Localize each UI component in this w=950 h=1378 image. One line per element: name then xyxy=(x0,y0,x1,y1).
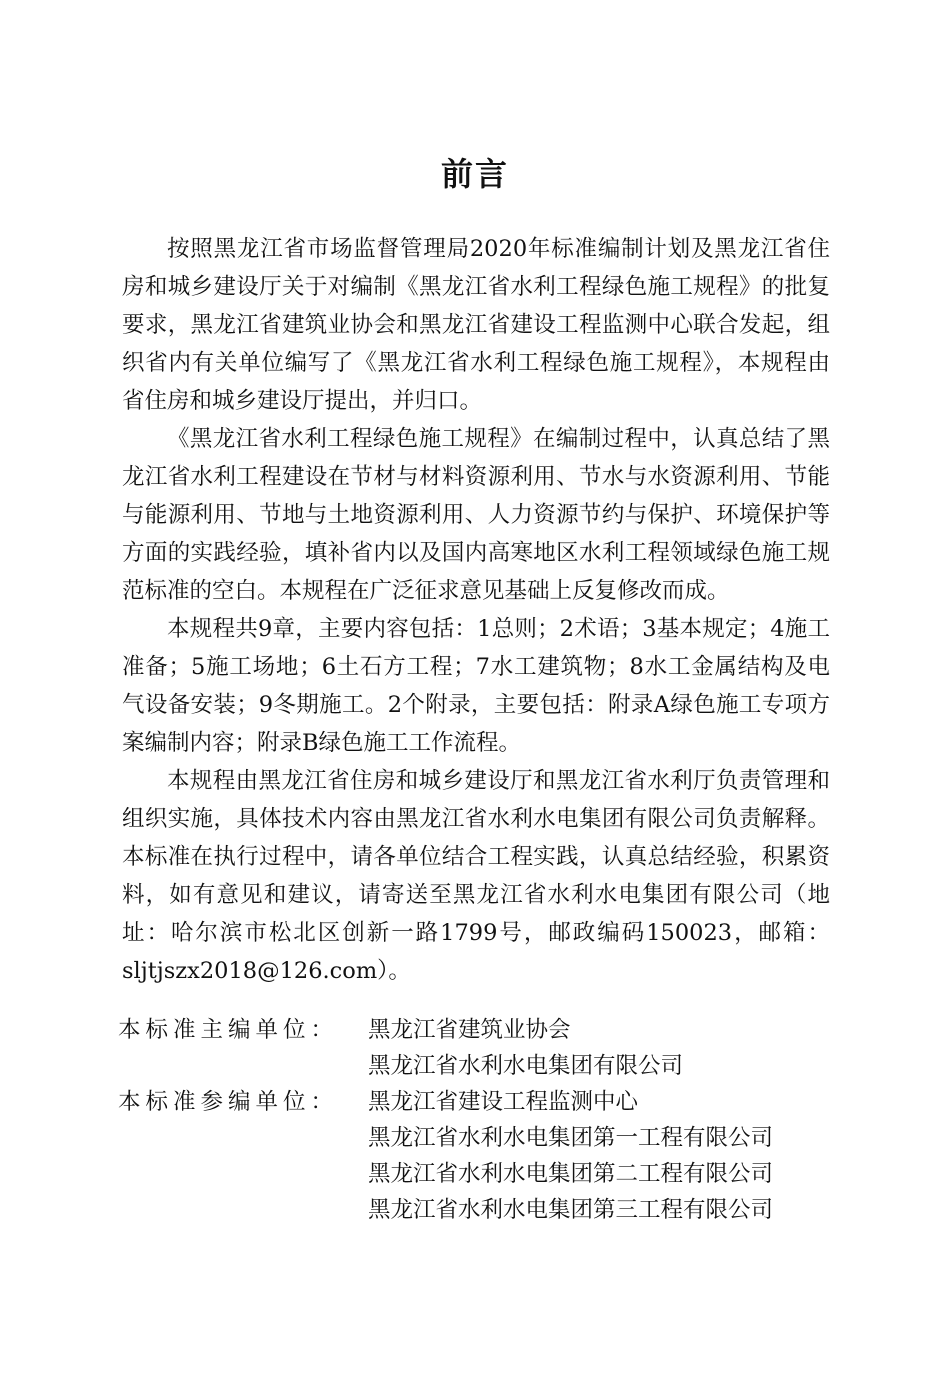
participant-row xyxy=(118,1156,838,1192)
participant-unit: 黑龙江省水利水电集团第一工程有限公司 xyxy=(368,1125,774,1151)
paragraph-main-contents: 本规程共9章，主要内容包括：1总则；2术语；3基本规定；4施工准备；5施工场地；6土石方工程；7水工建筑物；8水工金属结构及电气设备安装；9冬期施工。2个附录，主要包括：附录A绿色施工专项方案编制内容；附录B绿色施工工作流程。 xyxy=(122,616,830,756)
participant-row xyxy=(118,1120,838,1156)
participant-unit: 黑龙江省水利水电集团第三工程有限公司 xyxy=(368,1197,774,1223)
preface-body xyxy=(122,230,830,990)
chief-editor-unit: 黑龙江省建筑业协会 xyxy=(368,1017,571,1043)
editing-units xyxy=(118,1012,838,1228)
chief-editor-label: 本标准主编单位： xyxy=(118,1017,339,1043)
participant-label: 本标准参编单位： xyxy=(118,1089,339,1115)
paragraph-management-contact: 本规程由黑龙江省住房和城乡建设厅和黑龙江省水利厅负责管理和组织实施，具体技术内容由黑龙江省水利水电集团有限公司负责解释。本标准在执行过程中，请各单位结合工程实践，认真总结经验，积累资料，如有意见和建议，请寄送至黑龙江省水利水电集团有限公司（地址：哈尔滨市松北区创新一路1799号，邮政编码150023，邮箱：sljtjszx2018@126.com）。 xyxy=(122,768,830,984)
chief-editor-row xyxy=(118,1012,838,1048)
participant-unit: 黑龙江省水利水电集团第二工程有限公司 xyxy=(368,1161,774,1187)
page-title: 前言 xyxy=(440,155,509,193)
chief-editor-unit: 黑龙江省水利水电集团有限公司 xyxy=(368,1053,684,1079)
participant-row xyxy=(118,1084,838,1120)
participant-row xyxy=(118,1192,838,1228)
paragraph-compilation-basis: 按照黑龙江省市场监督管理局2020年标准编制计划及黑龙江省住房和城乡建设厅关于对编制《黑龙江省水利工程绿色施工规程》的批复要求，黑龙江省建筑业协会和黑龙江省建设工程监测中心联合发起，组织省内有关单位编写了《黑龙江省水利工程绿色施工规程》，本规程由省住房和城乡建设厅提出，并归口。 xyxy=(122,236,830,414)
chief-editor-row xyxy=(118,1048,838,1084)
participant-unit: 黑龙江省建设工程监测中心 xyxy=(368,1089,639,1115)
paragraph-compilation-process: 《黑龙江省水利工程绿色施工规程》在编制过程中，认真总结了黑龙江省水利工程建设在节材与材料资源利用、节水与水资源利用、节能与能源利用、节地与土地资源利用、人力资源节约与保护、环境保护等方面的实践经验，填补省内以及国内高寒地区水利工程领域绿色施工规范标准的空白。本规程在广泛征求意见基础上反复修改而成。 xyxy=(122,426,830,604)
